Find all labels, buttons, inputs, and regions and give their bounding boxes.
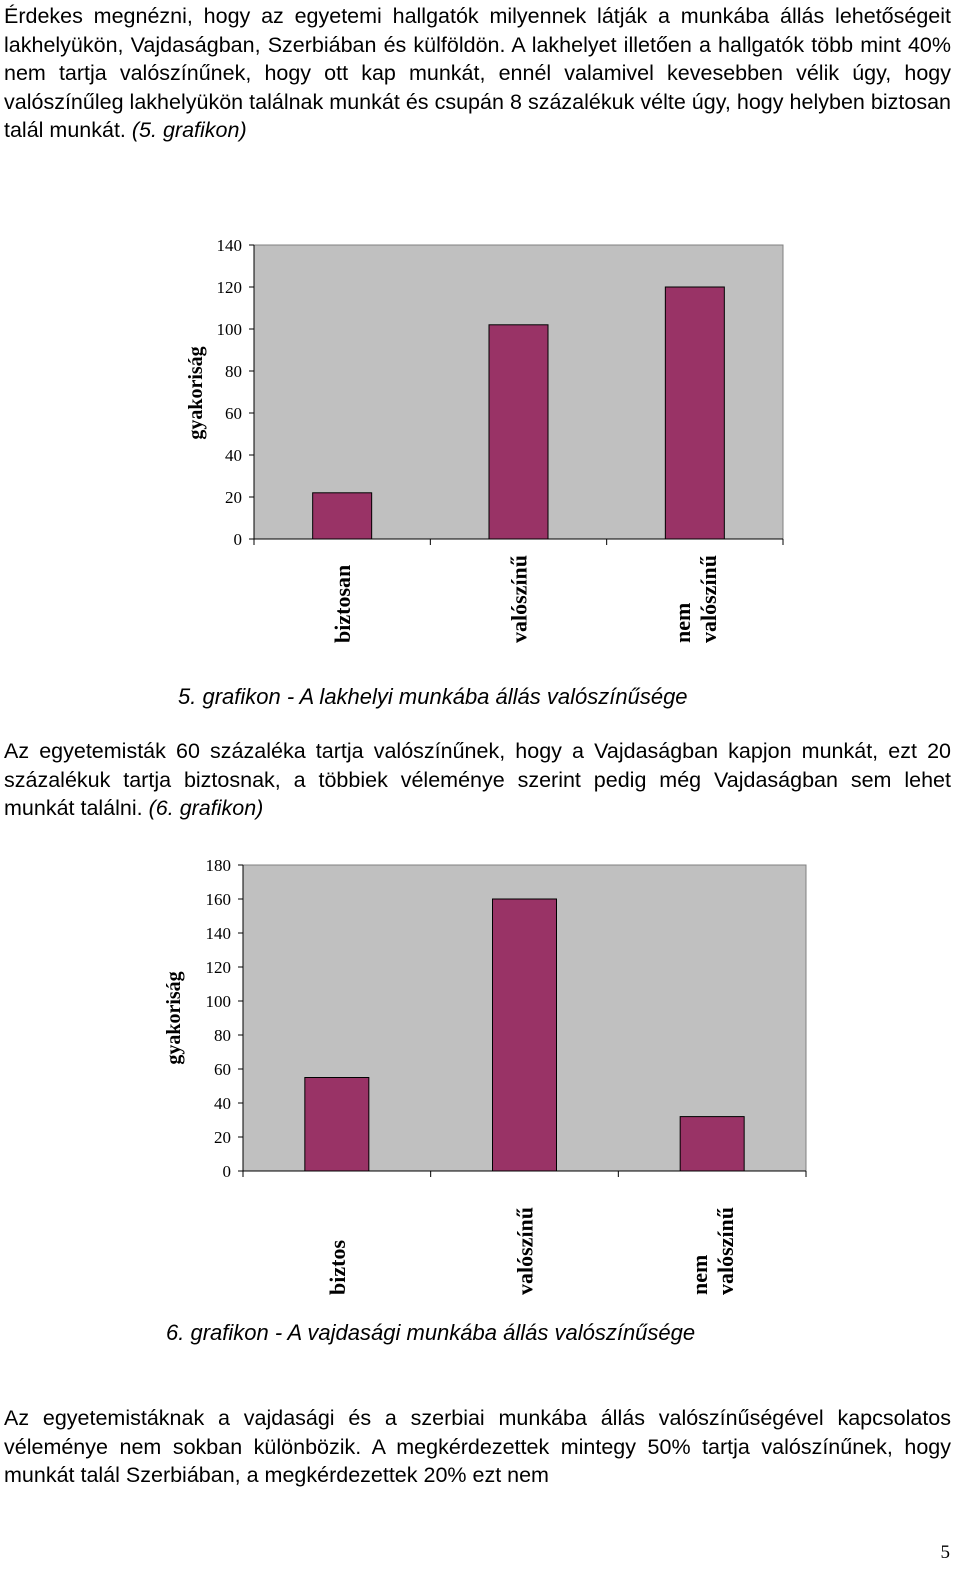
y-tick-label: 20 bbox=[225, 488, 242, 507]
y-tick-label: 40 bbox=[214, 1094, 231, 1113]
bar bbox=[680, 1117, 744, 1171]
y-tick-label: 0 bbox=[222, 1162, 231, 1181]
chart-5-caption: 5. grafikon - A lakhelyi munkába állás valószínűsége bbox=[178, 684, 688, 709]
chart-6 bbox=[0, 850, 960, 1310]
category-label: valószínű bbox=[506, 554, 532, 643]
chart-reference-6: (6. grafikon) bbox=[148, 796, 264, 820]
bar bbox=[313, 493, 372, 539]
y-tick-label: 180 bbox=[205, 856, 231, 875]
y-tick-label: 100 bbox=[216, 320, 242, 339]
bar bbox=[665, 287, 724, 539]
category-label: valószínű bbox=[713, 1206, 739, 1295]
y-tick-label: 80 bbox=[225, 362, 242, 381]
category-label: biztosan bbox=[330, 564, 356, 643]
chart-reference-5: (5. grafikon) bbox=[131, 118, 247, 142]
category-label: nem bbox=[669, 602, 695, 643]
paragraph-serbia bbox=[4, 1404, 951, 1490]
y-tick-label: 140 bbox=[205, 924, 231, 943]
y-tick-label: 20 bbox=[214, 1128, 231, 1147]
y-tick-label: 120 bbox=[216, 278, 242, 297]
paragraph-vojvodina bbox=[4, 737, 951, 823]
y-tick-label: 120 bbox=[205, 958, 231, 977]
chart-5 bbox=[0, 225, 960, 665]
paragraph-intro bbox=[4, 2, 951, 145]
chart-6-svg bbox=[0, 850, 960, 1310]
paragraph-intro-text: Érdekes megnézni, hogy az egyetemi hallgatók milyennek látják a munkába állás lehetőségeit lakhelyükön, Vajdaságban, Szerbiában és külföldön. A lakhelyet illetően a hallgatók több mint 40% nem tartja valószínűnek, hogy ott kap munkát, ennél valamivel kevesebben vélik úgy, hogy valószínűleg lakhelyükön találnak munkát és csupán 8 százalékuk vélte úgy, hogy helyben biztosan talál munkát. bbox=[4, 4, 951, 142]
paragraph-vojvodina-text: Az egyetemisták 60 százaléka tartja valószínűnek, hogy a Vajdaságban kapjon munkát, ezt 20 százalékuk tartja biztosnak, a többiek véleménye szerint pedig még Vajdaságban sem lehet munkát találni. bbox=[4, 739, 951, 820]
bar bbox=[493, 899, 557, 1171]
paragraph-serbia-text: Az egyetemistáknak a vajdasági és a szerbiai munkába állás valószínűségével kapcsolatos véleménye nem sokban különbözik. A megkérdezettek mintegy 50% tartja valószínűnek, hogy munkát talál Szerbiában, a megkérdezettek 20% ezt nem bbox=[4, 1406, 951, 1487]
y-tick-label: 60 bbox=[214, 1060, 231, 1079]
chart-5-svg bbox=[0, 225, 960, 665]
category-label: valószínű bbox=[695, 554, 721, 643]
category-label: valószínű bbox=[512, 1206, 538, 1295]
y-axis-title: gyakoriság bbox=[185, 346, 207, 440]
category-label: nem bbox=[687, 1254, 713, 1295]
y-tick-label: 0 bbox=[233, 530, 242, 549]
bar bbox=[305, 1078, 369, 1172]
y-tick-label: 140 bbox=[216, 236, 242, 255]
y-tick-label: 160 bbox=[205, 890, 231, 909]
bar bbox=[489, 325, 548, 539]
chart-6-caption: 6. grafikon - A vajdasági munkába állás valószínűsége bbox=[166, 1320, 696, 1345]
page-number: 5 bbox=[940, 1542, 950, 1563]
y-tick-label: 60 bbox=[225, 404, 242, 423]
y-tick-label: 40 bbox=[225, 446, 242, 465]
y-axis-title: gyakoriság bbox=[163, 971, 185, 1065]
y-tick-label: 100 bbox=[205, 992, 231, 1011]
y-tick-label: 80 bbox=[214, 1026, 231, 1045]
category-label: biztos bbox=[324, 1240, 350, 1295]
